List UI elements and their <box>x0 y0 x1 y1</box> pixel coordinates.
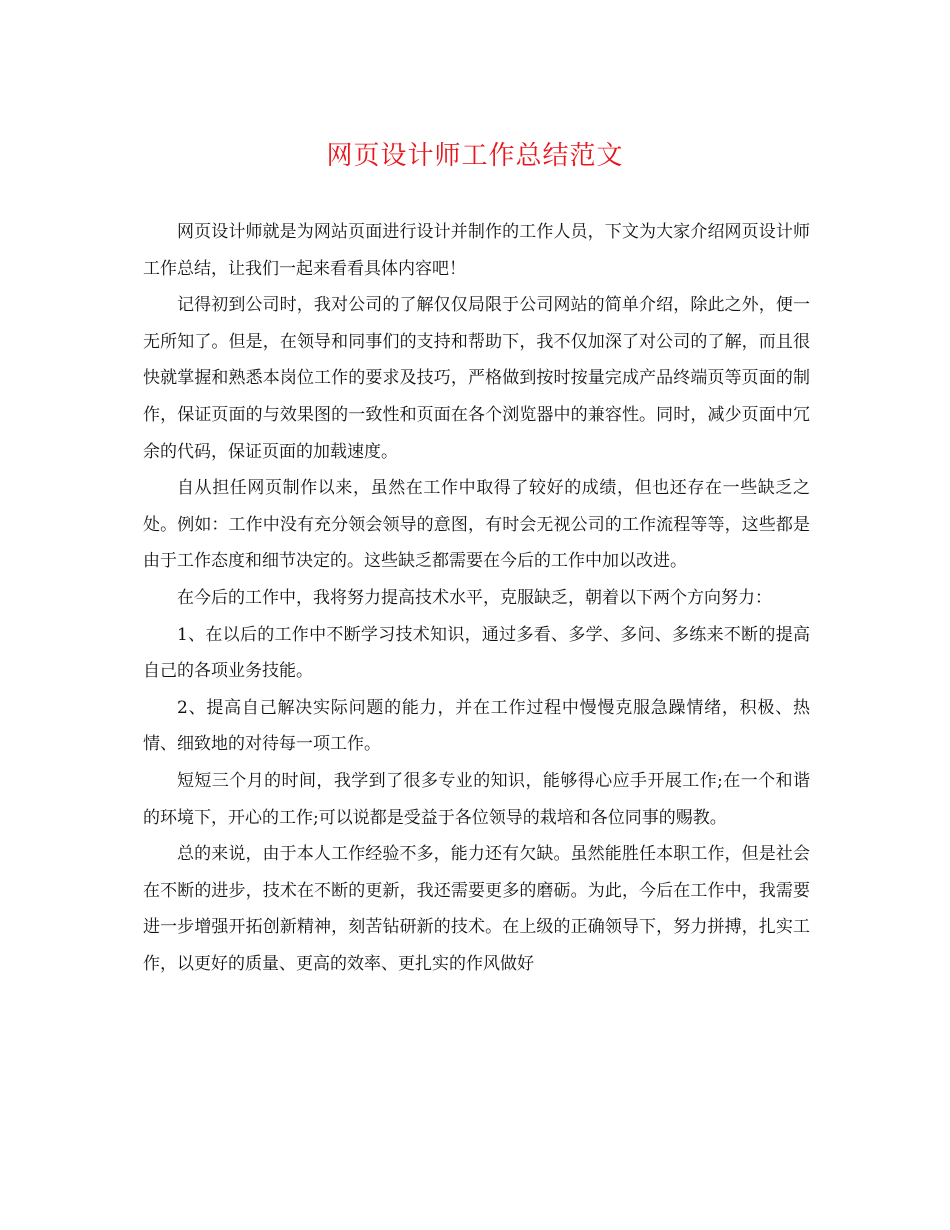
document-title: 网页设计师工作总结范文 <box>326 141 624 171</box>
paragraph-item-2: 2、提高自己解决实际问题的能力，并在工作过程中慢慢克服急躁情绪，积极、热情、细致地的对待每一项工作。 <box>143 697 810 755</box>
paragraph-three-months: 短短三个月的时间，我学到了很多专业的知识，能够得心应手开展工作;在一个和谐的环境下，开心的工作;可以说都是受益于各位领导的栽培和各位同事的赐教。 <box>143 770 810 828</box>
paragraph-shortcomings: 自从担任网页制作以来，虽然在工作中取得了较好的成绩，但也还存在一些缺乏之处。例如：工作中没有充分领会领导的意图，有时会无视公司的工作流程等等，这些都是由于工作态度和细节决定的。这些缺乏都需要在今后的工作中加以改进。 <box>143 478 810 572</box>
paragraph-future-directions: 在今后的工作中，我将努力提高技术水平，克服缺乏，朝着以下两个方向努力： <box>177 587 772 608</box>
paragraph-first-days: 记得初到公司时，我对公司的了解仅仅局限于公司网站的简单介绍，除此之外，便一无所知了。但是，在领导和同事们的支持和帮助下，我不仅加深了对公司的了解，而且很快就掌握和熟悉本岗位工作的要求及技巧，严格做到按时按量完成产品终端页等页面的制作，保证页面的与效果图的一致性和页面在各个浏览器中的兼容性。同时，减少页面中冗余的代码，保证页面的加载速度。 <box>143 295 810 462</box>
paragraph-summary: 总的来说，由于本人工作经验不多，能力还有欠缺。虽然能胜任本职工作，但是社会在不断的进步，技术在不断的更新，我还需要更多的磨砺。为此，今后在工作中，我需要进一步增强开拓创新精神，刻苦钻研新的技术。在上级的正确领导下，努力拼搏，扎实工作，以更好的质量、更高的效率、更扎实的作风做好 <box>143 844 810 974</box>
paragraph-item-1: 1、在以后的工作中不断学习技术知识，通过多看、多学、多问、多练来不断的提高自己的各项业务技能。 <box>143 624 810 682</box>
paragraph-intro: 网页设计师就是为网站页面进行设计并制作的工作人员，下文为大家介绍网页设计师工作总结，让我们一起来看看具体内容吧！ <box>143 222 810 279</box>
document-body <box>143 214 810 982</box>
